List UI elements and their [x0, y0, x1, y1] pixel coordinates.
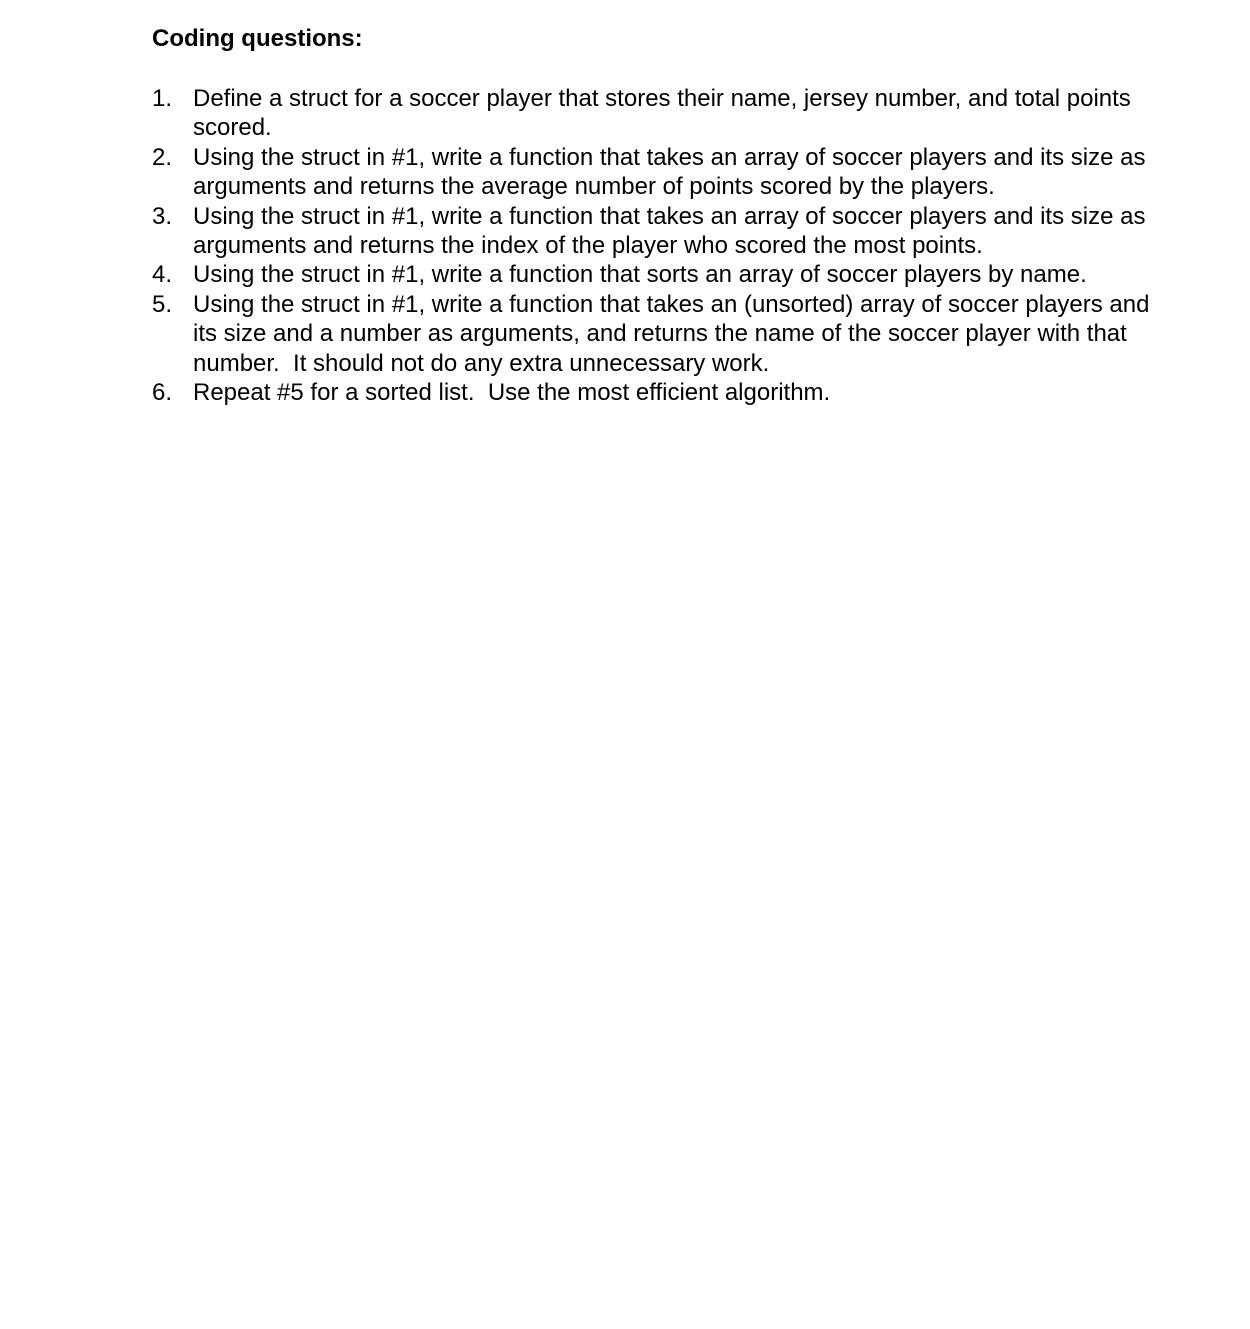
question-text: Define a struct for a soccer player that stores their name, jersey number, and total points scored. — [193, 85, 1138, 142]
page-title: Coding questions: — [152, 25, 363, 52]
question-text: Using the struct in #1, write a function that takes an (unsorted) array of soccer players and its size and a number as arguments, and returns the name of the soccer player with that number. It should not do any extra unnecessary work. — [193, 290, 1157, 377]
question-number: 1. — [152, 85, 173, 112]
question-text: Using the struct in #1, write a function that takes an array of soccer players and its size as arguments and returns the average number of points scored by the players. — [193, 143, 1153, 201]
question-item-5 — [152, 290, 1157, 378]
question-item-2 — [152, 143, 1152, 202]
question-item-4 — [152, 260, 1152, 289]
question-item-6 — [152, 378, 1152, 407]
question-number: 5. — [152, 290, 173, 318]
question-text: Using the struct in #1, write a function that sorts an array of soccer players by name. — [193, 261, 1087, 289]
question-number: 3. — [152, 202, 173, 230]
question-text: Using the struct in #1, write a function that takes an array of soccer players and its size as arguments and returns the index of the player who scored the most points. — [193, 202, 1153, 260]
question-item-3 — [152, 202, 1152, 261]
question-number: 2. — [152, 143, 173, 171]
question-number: 4. — [152, 261, 173, 289]
question-text: Repeat #5 for a sorted list. Use the most efficient algorithm. — [193, 379, 831, 407]
question-item-1 — [152, 84, 1152, 143]
questions-list — [152, 84, 1157, 407]
question-number: 6. — [152, 379, 173, 407]
